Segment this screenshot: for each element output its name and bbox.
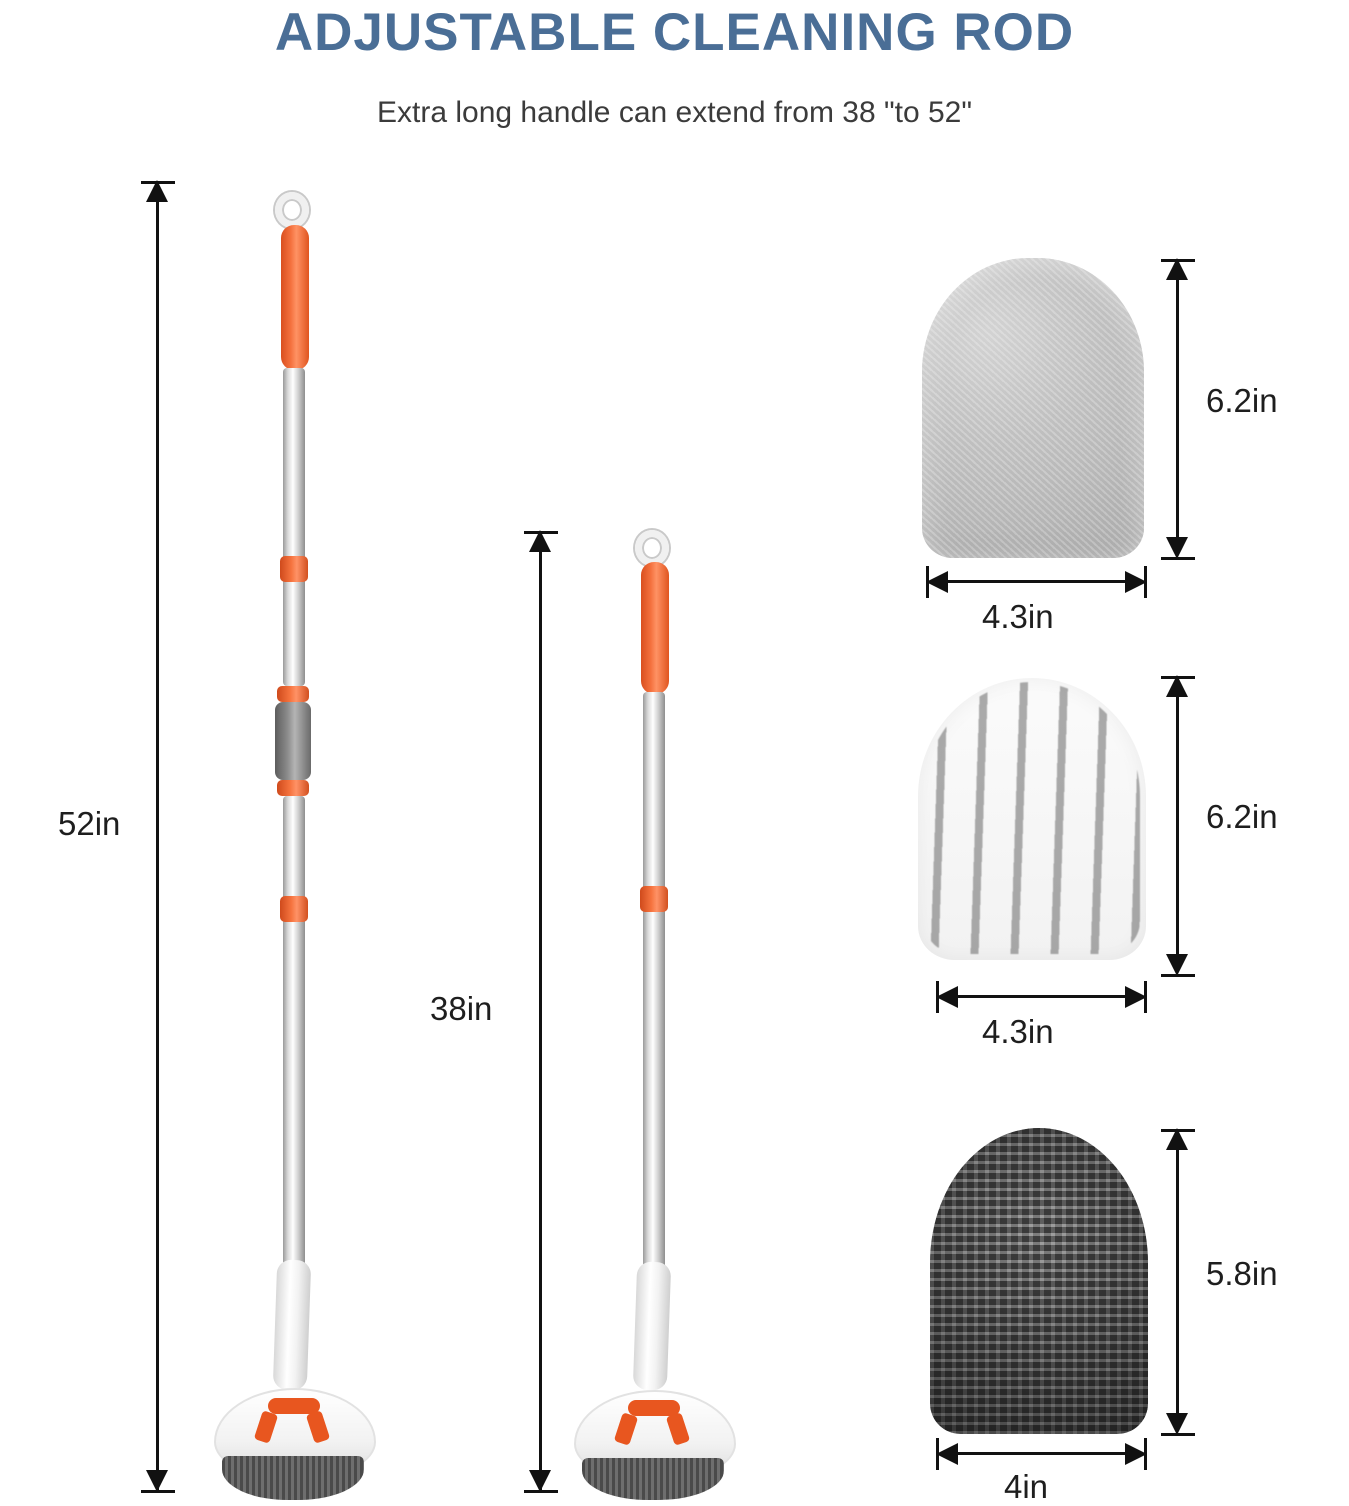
measure-line-pad2-height — [1176, 692, 1179, 954]
rod-white-neck — [273, 1259, 312, 1390]
measure-cap-bottom-brush — [1161, 1433, 1195, 1436]
measure-arrow-bottom-pad1 — [1166, 537, 1188, 559]
measure-arrow-bottom-38in — [529, 1470, 551, 1492]
measure-cap-bottom-52in — [141, 1490, 175, 1493]
label-grey-pad-height: 6.2in — [1206, 382, 1278, 419]
measure-cap-top-brush — [1161, 1129, 1195, 1132]
measure-line-brush-width — [955, 1452, 1127, 1455]
measure-arrow-bottom-brush — [1166, 1413, 1188, 1435]
rod2-band — [640, 886, 668, 912]
measure-arrow-left-brush — [936, 1443, 958, 1465]
rod-band-lower — [280, 896, 308, 922]
measure-cap-right-pad1 — [1144, 566, 1147, 598]
measure-line-38in — [539, 545, 542, 1490]
rod-band-collar-bottom — [277, 780, 309, 796]
label-brush-height: 5.8in — [1206, 1255, 1278, 1292]
measure-arrow-left-pad2 — [936, 986, 958, 1008]
measure-cap-right-pad2 — [1144, 981, 1147, 1013]
rod-twist-collar — [275, 702, 311, 780]
page-title: ADJUSTABLE CLEANING ROD — [274, 3, 1075, 62]
rod-band-collar-top — [277, 686, 309, 702]
measure-line-pad2-width — [955, 995, 1127, 998]
rod2-pole — [643, 692, 665, 1272]
hang-ring-icon — [275, 192, 309, 228]
measure-arrow-bottom-pad2 — [1166, 954, 1188, 976]
measure-line-52in — [156, 195, 159, 1490]
measure-cap-top-38in — [524, 531, 558, 534]
rod2-grip — [641, 562, 669, 694]
rod-grip — [281, 225, 309, 370]
measure-cap-bottom-38in — [524, 1490, 558, 1493]
scrub-head-bristles-2 — [582, 1458, 724, 1500]
measure-cap-top-pad1 — [1161, 259, 1195, 262]
label-rod-retracted-length: 38in — [430, 990, 493, 1027]
white-microfiber-pad — [918, 678, 1146, 960]
rod-upper-pole — [283, 368, 305, 686]
page-subtitle: Extra long handle can extend from 38 "to 52" — [376, 96, 972, 129]
measure-cap-top-52in — [141, 181, 175, 184]
label-white-pad-width: 4.3in — [982, 1013, 1054, 1050]
label-grey-pad-width: 4.3in — [982, 598, 1054, 635]
head-swivel-clip — [268, 1398, 320, 1414]
measure-cap-left-brush — [936, 1438, 939, 1470]
measure-cap-right-brush — [1144, 1438, 1147, 1470]
measure-cap-left-pad2 — [936, 981, 939, 1013]
measure-arrow-bottom-52in — [146, 1470, 168, 1492]
measure-arrow-left-pad1 — [926, 571, 948, 593]
rod2-white-neck — [633, 1261, 671, 1390]
measure-line-pad1-height — [1176, 275, 1179, 537]
stiff-bristle-brush — [930, 1128, 1148, 1434]
label-white-pad-height: 6.2in — [1206, 798, 1278, 835]
scrub-head-bristles — [222, 1456, 364, 1500]
measure-cap-bottom-pad2 — [1161, 974, 1195, 977]
measure-line-brush-height — [1176, 1145, 1179, 1413]
measure-cap-bottom-pad1 — [1161, 557, 1195, 560]
label-rod-extended-length: 52in — [58, 805, 121, 842]
grey-scouring-pad — [922, 258, 1144, 558]
hang-ring-icon-2 — [635, 530, 669, 566]
label-brush-width: 4in — [1004, 1468, 1049, 1505]
measure-line-pad1-width — [945, 580, 1127, 583]
rod-band-upper — [280, 556, 308, 582]
rod-lower-pole — [283, 796, 305, 1266]
measure-cap-left-pad1 — [926, 566, 929, 598]
head-swivel-clip-2 — [628, 1400, 680, 1416]
measure-cap-top-pad2 — [1161, 676, 1195, 679]
